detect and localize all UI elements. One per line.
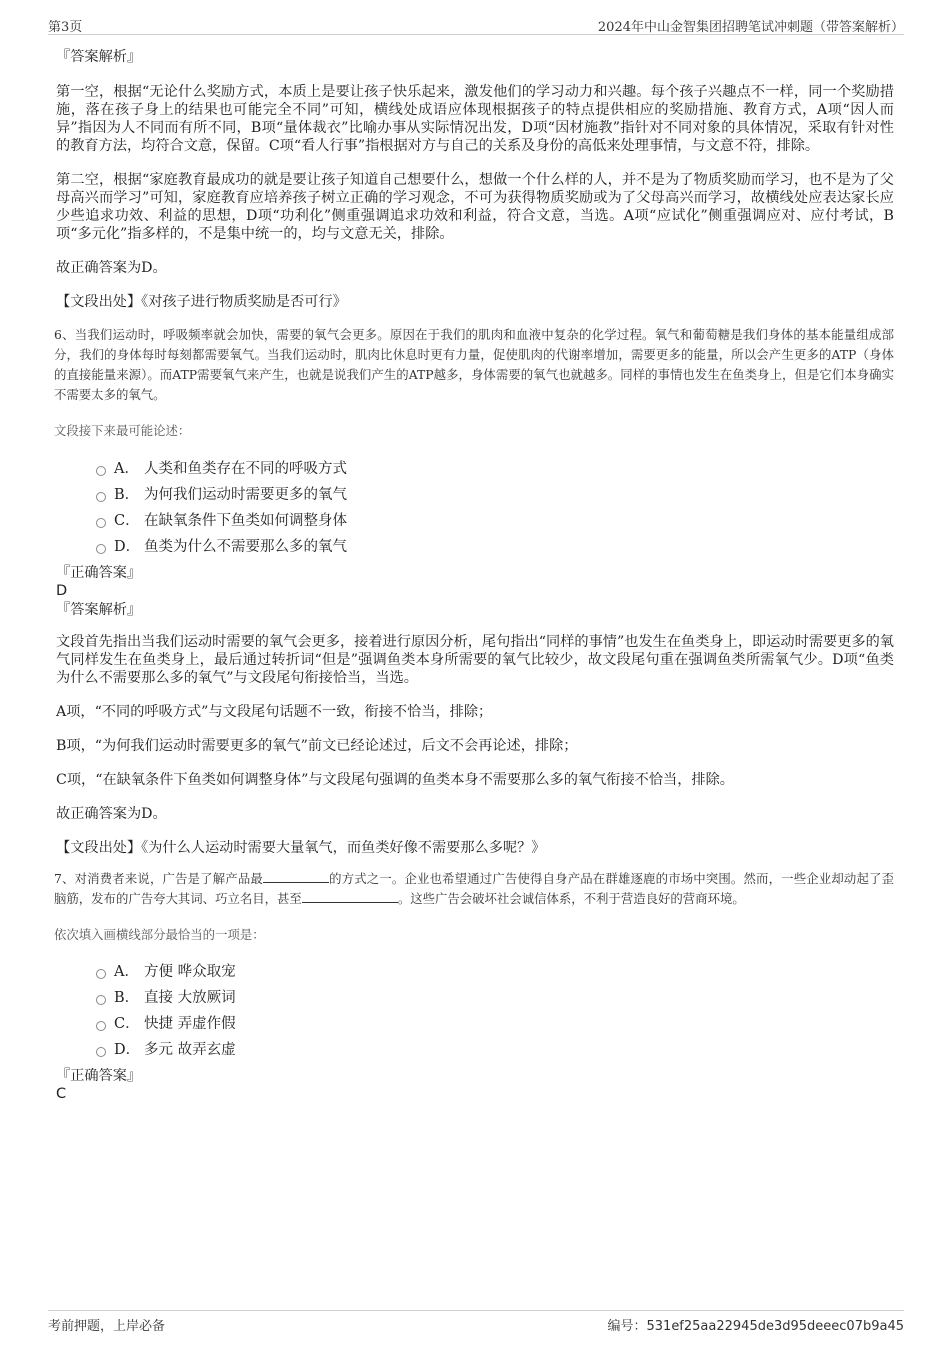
q6-analysis-label: 『答案解析』: [56, 602, 142, 618]
q7-options: [94, 959, 894, 1063]
q5-source: 【文段出处】《对孩子进行物质奖励是否可行》: [56, 294, 347, 310]
q7-answer: C: [56, 1086, 67, 1102]
q7-option-d[interactable]: D． 多元 故弄玄虚: [94, 1037, 894, 1063]
q5-analysis-para-1: 第一空，根据“无论什么奖励方式，本质上是要让孩子快乐起来，激发他们的学习动力和兴趣。每个孩子兴趣点不一样，同一个奖励措施，落在孩子身上的结果也可能完全不同”可知，横线处成语应体现根据孩子的特点提供相应的奖励措施、教育方式，A项“因人而异”指因为人不同而有所不同，B项“量体裁衣”比喻办事从实际情况出发，D项“因材施教”指针对不同对象的具体情况，采取有针对性的教育方法，均符合文意，保留。C项“看人行事”指根据对方与自己的关系及身份的高低来处理事情，与文意不符，排除。: [56, 84, 894, 154]
page-header: [48, 14, 904, 35]
q6-answer: D: [56, 583, 68, 599]
q6-option-c[interactable]: C． 在缺氧条件下鱼类如何调整身体: [94, 508, 894, 534]
q7-option-b[interactable]: B． 直接 大放厥词: [94, 985, 894, 1011]
q6-answer-label: 『正确答案』: [56, 565, 142, 581]
radio-icon[interactable]: [96, 492, 106, 502]
q6-source: 【文段出处】《为什么人运动时需要大量氧气，而鱼类好像不需要那么多呢？》: [56, 840, 546, 856]
q5-analysis-para-2: 第二空，根据“家庭教育最成功的就是要让孩子知道自己想要什么，想做一个什么样的人，并不是为了物质奖励而学习，也不是为了父母高兴而学习”可知，家庭教育应培养孩子树立正确的学习观念，不可为获得物质奖励或为了父母高兴而学习，故横线处应表达家长应少些追求功效、利益的思想，D项“功利化”侧重强调追求功效和利益，符合文意，当选。A项“应试化”侧重强调应对、应付考试，B项“多元化”指多样的，不是集中统一的，均与文意无关，排除。: [56, 172, 894, 242]
q7-answer-label: 『正确答案』: [56, 1068, 142, 1084]
radio-icon[interactable]: [96, 544, 106, 554]
document-body: [56, 44, 894, 1103]
footer-slogan: 考前押题，上岸必备: [48, 1319, 166, 1334]
radio-icon[interactable]: [96, 995, 106, 1005]
q6-analysis-option-c: C项，“在缺氧条件下鱼类如何调整身体”与文段尾句强调的鱼类本身不需要那么多的氧气衔接不恰当，排除。: [56, 772, 734, 788]
page-footer: [48, 1310, 904, 1334]
q6-options: [94, 456, 894, 560]
document-title: 2024年中山金智集团招聘笔试冲刺题（带答案解析）: [597, 20, 904, 35]
blank-2: [302, 890, 398, 903]
q6-analysis-option-b: B项，“为何我们运动时需要更多的氧气”前文已经论述过，后文不会再论述，排除；: [56, 738, 578, 754]
q5-analysis-label: 『答案解析』: [56, 49, 142, 65]
radio-icon[interactable]: [96, 969, 106, 979]
q6-option-a[interactable]: A． 人类和鱼类存在不同的呼吸方式: [94, 456, 894, 482]
q6-option-d[interactable]: D． 鱼类为什么不需要那么多的氧气: [94, 534, 894, 560]
q6-conclusion: 故正确答案为D。: [56, 806, 167, 822]
page-number: 第3页: [48, 20, 83, 35]
radio-icon[interactable]: [96, 466, 106, 476]
document-code: 编号：531ef25aa22945de3d95deeec07b9a45: [607, 1319, 904, 1334]
q7-option-c[interactable]: C． 快捷 弄虚作假: [94, 1011, 894, 1037]
radio-icon[interactable]: [96, 1047, 106, 1057]
blank-1: [263, 870, 329, 883]
q7-prompt: 依次填入画横线部分最恰当的一项是：: [54, 927, 265, 942]
q5-conclusion: 故正确答案为D。: [56, 260, 167, 276]
q6-stem: 6、当我们运动时，呼吸频率就会加快，需要的氧气会更多。原因在于我们的肌肉和血液中复杂的化学过程。氧气和葡萄糖是我们身体的基本能量组成部分，我们的身体每时每刻都需要氧气。当我们运动时，肌肉比休息时更有力量，促使肌肉的代谢率增加，需要更多的能量，所以会产生更多的ATP（身体的直接能量来源）。而ATP需要氧气来产生，也就是说我们产生的ATP越多，身体需要的氧气也就越多。同样的事情也发生在鱼类身上，但是它们本身确实不需要太多的氧气。: [54, 327, 894, 402]
q6-prompt: 文段接下来最可能论述：: [54, 423, 191, 438]
q6-option-b[interactable]: B． 为何我们运动时需要更多的氧气: [94, 482, 894, 508]
q6-analysis-para: 文段首先指出当我们运动时需要的氧气会更多，接着进行原因分析，尾句指出“同样的事情”也发生在鱼类身上，即运动时需要更多的氧气同样发生在鱼类身上，最后通过转折词“但是”强调鱼类本身所需要的氧气比较少，故文段尾句重在强调鱼类所需氧气少。D项“鱼类为什么不需要那么多的氧气”与文段尾句衔接恰当，当选。: [56, 634, 894, 686]
q7-stem: 7、对消费者来说，广告是了解产品最 的方式之一。企业也希望通过广告使得自身产品在群雄逐鹿的市场中突围。然而，一些企业却动起了歪脑筋，发布的广告夸大其词、巧立名目，甚至 。这些广告会破坏社会诚信体系，不利于营造良好的营商环境。: [54, 871, 894, 906]
q7-option-a[interactable]: A． 方便 哗众取宠: [94, 959, 894, 985]
q6-analysis-option-a: A项，“不同的呼吸方式”与文段尾句话题不一致，衔接不恰当，排除；: [56, 704, 493, 720]
radio-icon[interactable]: [96, 518, 106, 528]
radio-icon[interactable]: [96, 1021, 106, 1031]
